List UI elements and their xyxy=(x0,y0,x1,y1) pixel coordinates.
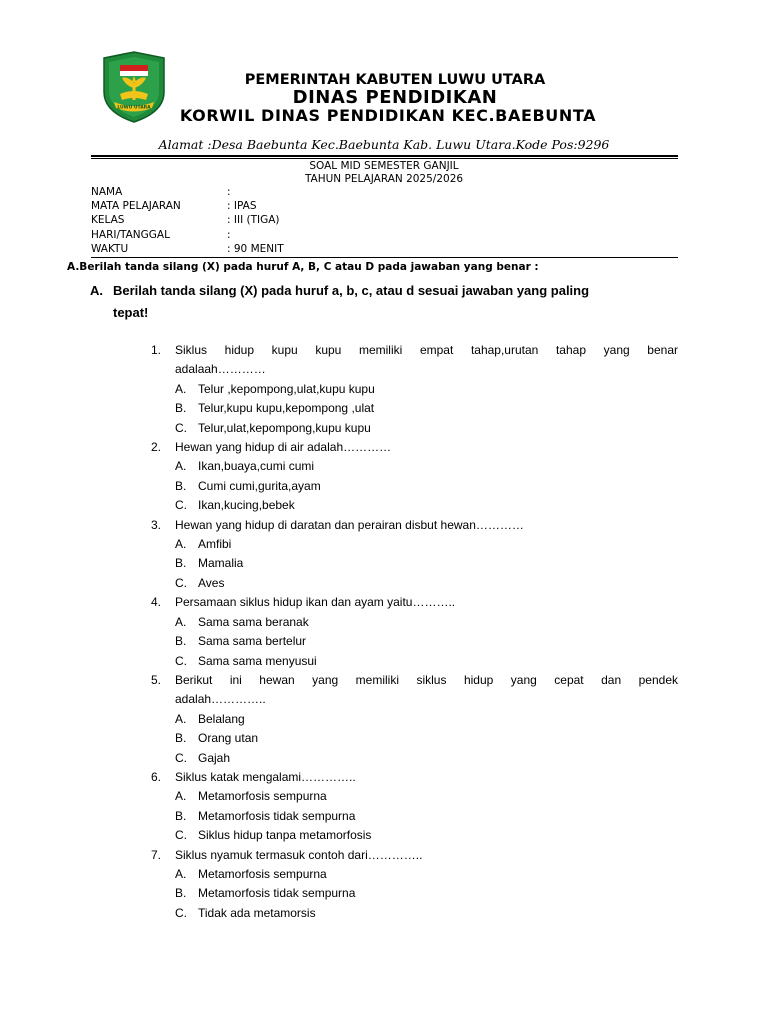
option-text: Metamorfosis tidak sempurna xyxy=(198,808,356,823)
question-text: Siklus katak mengalami………….. xyxy=(175,769,356,784)
answer-option[interactable] xyxy=(175,496,678,515)
option-letter: B. xyxy=(175,634,187,649)
answer-option[interactable] xyxy=(175,477,678,496)
option-text: Siklus hidup tanpa metamorfosis xyxy=(198,828,372,843)
option-text: Cumi cumi,gurita,ayam xyxy=(198,478,321,493)
question-number: 1. xyxy=(151,343,162,357)
question-item xyxy=(151,516,678,594)
question-text-continued: adalah………….. xyxy=(175,692,266,707)
option-letter: A. xyxy=(175,711,187,726)
option-text: Amfibi xyxy=(198,537,232,552)
info-row-subject xyxy=(91,200,284,214)
option-letter: A. xyxy=(175,459,187,474)
answer-option[interactable] xyxy=(175,380,678,399)
info-value: : 90 MENIT xyxy=(227,242,284,255)
option-text: Aves xyxy=(198,575,225,590)
question-number: 4. xyxy=(151,595,162,610)
option-text: Ikan,kucing,bebek xyxy=(198,498,295,513)
option-letter: C. xyxy=(175,420,187,435)
info-value: : xyxy=(227,228,231,241)
instruction-main xyxy=(90,280,680,324)
exam-title: SOAL MID SEMESTER GANJIL xyxy=(309,160,459,172)
option-letter: B. xyxy=(175,808,187,823)
exam-year: TAHUN PELAJARAN 2025/2026 xyxy=(304,173,464,185)
option-letter: B. xyxy=(175,556,187,571)
question-text: Berikut ini hewan yang memiliki siklus hidup yang cepat dan pendek xyxy=(175,672,678,687)
answer-option[interactable] xyxy=(175,574,678,593)
question-item xyxy=(151,846,678,924)
option-letter: B. xyxy=(175,478,187,493)
info-rule xyxy=(91,257,678,258)
question-text: Siklus hidup kupu kupu memiliki empat tahap,urutan tahap yang benar xyxy=(175,343,678,357)
answer-option[interactable] xyxy=(175,535,678,554)
question-item xyxy=(151,671,678,768)
option-text: Sama sama bertelur xyxy=(198,634,307,649)
question-number: 6. xyxy=(151,769,162,784)
option-letter: C. xyxy=(175,653,187,668)
regency-emblem-logo xyxy=(98,50,170,124)
option-letter: A. xyxy=(175,789,187,804)
answer-option[interactable] xyxy=(175,826,678,845)
answer-option[interactable] xyxy=(175,399,678,418)
question-text: Persamaan siklus hidup ikan dan ayam yaitu……….. xyxy=(175,595,456,610)
info-label: KELAS xyxy=(91,214,125,227)
option-letter: C. xyxy=(175,905,187,920)
question-list xyxy=(151,341,678,923)
info-label: HARI/TANGGAL xyxy=(91,228,170,241)
option-letter: A. xyxy=(175,614,187,629)
answer-option[interactable] xyxy=(175,613,678,632)
question-text: Hewan yang hidup di daratan dan perairan disbut hewan………… xyxy=(175,517,524,532)
answer-option[interactable] xyxy=(175,419,678,438)
answer-option[interactable] xyxy=(175,652,678,671)
answer-option[interactable] xyxy=(175,807,678,826)
option-text: Metamorfosis sempurna xyxy=(198,866,327,881)
instruction-short: A.Berilah tanda silang (X) pada huruf A, B, C atau D pada jawaban yang benar : xyxy=(67,261,539,273)
option-text: Metamorfosis tidak sempurna xyxy=(198,886,356,901)
question-number: 7. xyxy=(151,847,162,862)
option-text: Telur,kupu kupu,kepompong ,ulat xyxy=(198,401,375,416)
agency-name: DINAS PENDIDIKAN xyxy=(292,87,498,108)
info-value: : IPAS xyxy=(227,200,257,213)
option-text: Mamalia xyxy=(198,556,244,571)
option-text: Telur,ulat,kepompong,kupu kupu xyxy=(198,420,371,435)
answer-option[interactable] xyxy=(175,729,678,748)
info-label: NAMA xyxy=(91,186,123,198)
option-letter: B. xyxy=(175,886,187,901)
question-item xyxy=(151,768,678,846)
header-rule-thick xyxy=(91,155,678,157)
option-letter: A. xyxy=(175,381,187,396)
answer-option[interactable] xyxy=(175,457,678,476)
answer-option[interactable] xyxy=(175,884,678,903)
answer-option[interactable] xyxy=(175,865,678,884)
option-letter: A. xyxy=(175,537,187,552)
question-item xyxy=(151,438,678,516)
answer-option[interactable] xyxy=(175,710,678,729)
question-number: 2. xyxy=(151,440,162,455)
answer-option[interactable] xyxy=(175,904,678,923)
government-name: PEMERINTAH KABUTEN LUWU UTARA xyxy=(244,72,546,88)
info-row-class xyxy=(91,214,284,228)
answer-option[interactable] xyxy=(175,632,678,651)
option-letter: C. xyxy=(175,750,187,765)
question-text: Siklus nyamuk termasuk contoh dari………….. xyxy=(175,847,423,862)
option-letter: C. xyxy=(175,828,187,843)
section-letter: A. xyxy=(90,283,103,298)
option-letter: B. xyxy=(175,401,187,416)
option-text: Tidak ada metamorsis xyxy=(198,905,316,920)
question-text-continued: adalaah………… xyxy=(175,362,266,377)
instruction-line-2: tepat! xyxy=(113,305,149,320)
answer-option[interactable] xyxy=(175,787,678,806)
option-letter: C. xyxy=(175,498,187,513)
office-name: KORWIL DINAS PENDIDIKAN KEC.BAEBUNTA xyxy=(179,106,597,125)
option-text: Gajah xyxy=(198,750,231,765)
answer-option[interactable] xyxy=(175,749,678,768)
option-text: Sama sama menyusui xyxy=(198,653,317,668)
option-text: Metamorfosis sempurna xyxy=(198,789,327,804)
option-letter: C. xyxy=(175,575,187,590)
question-item xyxy=(151,593,678,671)
student-info-block xyxy=(91,186,284,257)
option-text: Ikan,buaya,cumi cumi xyxy=(198,459,315,474)
option-letter: B. xyxy=(175,731,187,746)
header-rule-thin xyxy=(91,158,678,159)
logo-caption: LUWU UTARA xyxy=(117,105,151,111)
info-row-date xyxy=(91,229,284,243)
info-value: : xyxy=(227,186,231,198)
option-text: Belalang xyxy=(198,711,245,726)
question-text: Hewan yang hidup di air adalah………… xyxy=(175,440,392,455)
option-text: Orang utan xyxy=(198,731,259,746)
info-label: WAKTU xyxy=(91,242,129,255)
question-number: 3. xyxy=(151,517,162,532)
info-value: : III (TIGA) xyxy=(227,214,280,227)
info-row-time xyxy=(91,243,284,257)
info-row-name xyxy=(91,186,284,200)
option-text: Telur ,kepompong,ulat,kupu kupu xyxy=(198,381,375,396)
office-address: Alamat :Desa Baebunta Kec.Baebunta Kab. Luwu Utara.Kode Pos:9296 xyxy=(158,137,610,152)
question-item xyxy=(151,341,678,438)
info-label: MATA PELAJARAN xyxy=(91,200,181,213)
option-text: Sama sama beranak xyxy=(198,614,309,629)
question-number: 5. xyxy=(151,672,162,687)
answer-option[interactable] xyxy=(175,554,678,573)
option-letter: A. xyxy=(175,866,187,881)
instruction-line-1: Berilah tanda silang (X) pada huruf a, b, c, atau d sesuai jawaban yang paling xyxy=(113,283,590,298)
